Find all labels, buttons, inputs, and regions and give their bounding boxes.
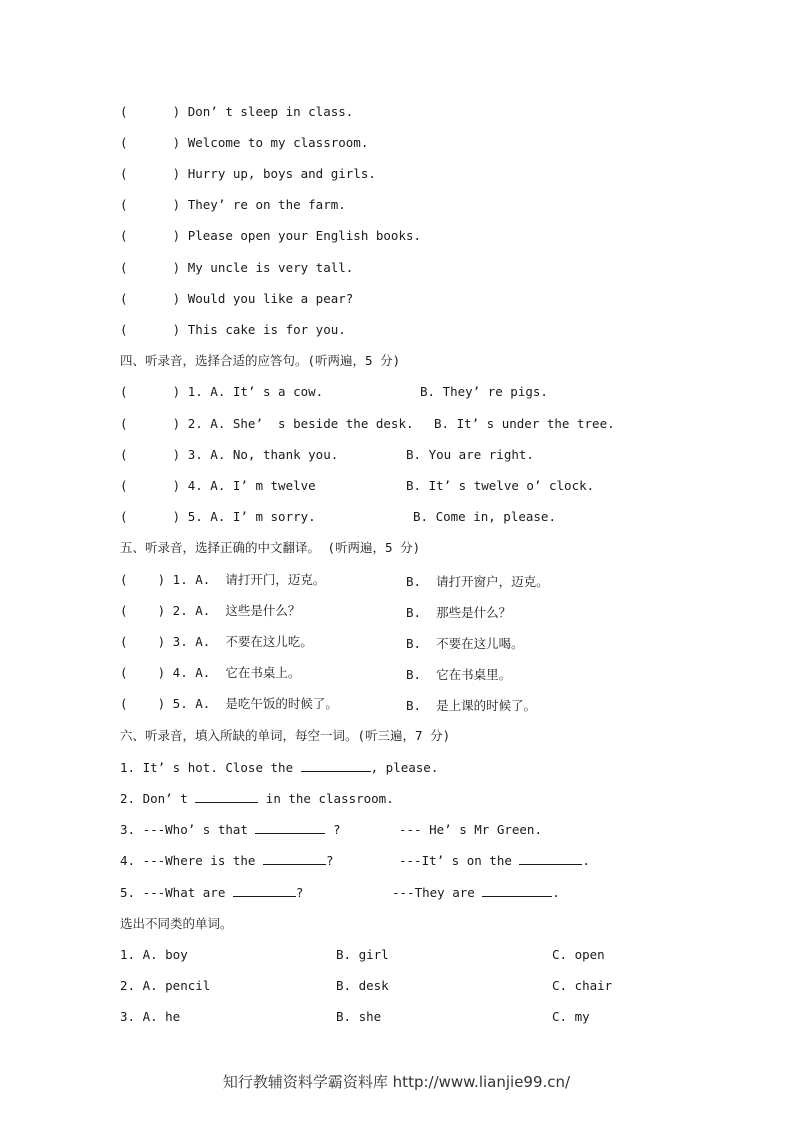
q3-text-end: ? (325, 822, 341, 837)
q3-answer: --- He’ s Mr Green. (399, 822, 542, 837)
section3-item: ( ) Would you like a pear? (120, 291, 354, 306)
q4-text-end: ? (326, 853, 334, 868)
section4-item-b: B. It’ s under the tree. (434, 416, 615, 431)
section3-item: ( ) Please open your English books. (120, 228, 422, 243)
odd-row-b: B. girl (336, 947, 389, 962)
odd-row-a: 1. A. boy (120, 947, 188, 962)
answer-blank[interactable] (263, 853, 326, 865)
q4-answer-text: ---It’ s on the (399, 853, 520, 868)
section5-item-b: B. 不要在这儿喝。 (406, 636, 524, 651)
q5-answer-text: ---They are (392, 885, 483, 900)
answer-blank[interactable] (482, 885, 552, 897)
q1-text: 1. It’ s hot. Close the (120, 760, 301, 775)
answer-blank[interactable] (255, 822, 325, 834)
section4-heading: 四、听录音，选择合适的应答句。(听两遍，5 分) (120, 353, 401, 368)
section4-item-a: ( ) 1. A. It’ s a cow. (120, 384, 324, 399)
section5-item-a: ( ) 5. A. 是吃午饭的时候了。 (120, 696, 338, 711)
footer-watermark: 知行教辅资料学霸资料库 http://www.lianjie99.cn/ (222, 1073, 571, 1091)
answer-blank[interactable] (195, 791, 258, 803)
q5-text: 5. ---What are (120, 885, 233, 900)
odd-row-b: B. desk (336, 978, 389, 993)
odd-row-b: B. she (336, 1009, 382, 1024)
answer-blank[interactable] (301, 760, 371, 772)
odd-row-a: 2. A. pencil (120, 978, 211, 993)
section7-heading: 选出不同类的单词。 (120, 916, 233, 931)
section3-item: ( ) My uncle is very tall. (120, 260, 354, 275)
odd-row-c: C. chair (552, 978, 613, 993)
section4-item-b: B. You are right. (406, 447, 534, 462)
section5-item-a: ( ) 3. A. 不要在这儿吃。 (120, 634, 313, 649)
q3-text: 3. ---Who’ s that (120, 822, 256, 837)
section4-item-a: ( ) 4. A. I’ m twelve (120, 478, 316, 493)
odd-row-a: 3. A. he (120, 1009, 181, 1024)
section5-heading: 五、听录音，选择正确的中文翻译。 (听两遍，5 分) (120, 540, 421, 555)
section6-heading: 六、听录音，填入所缺的单词，每空一词。(听三遍，7 分) (120, 728, 451, 743)
q2-text: 2. Don’ t (120, 791, 196, 806)
answer-blank[interactable] (519, 853, 582, 865)
section4-item-a: ( ) 2. A. She’ s beside the desk. (120, 416, 414, 431)
q5-answer-end: . (552, 885, 560, 900)
section3-item: ( ) Welcome to my classroom. (120, 135, 369, 150)
section5-item-a: ( ) 4. A. 它在书桌上。 (120, 665, 301, 680)
q4-text: 4. ---Where is the (120, 853, 263, 868)
section3-item: ( ) This cake is for you. (120, 322, 346, 337)
section4-item-a: ( ) 3. A. No, thank you. (120, 447, 339, 462)
fill-question-1 (120, 760, 438, 776)
section3-item: ( ) Hurry up, boys and girls. (120, 166, 376, 181)
section5-item-b: B. 那些是什么？ (406, 605, 512, 620)
fill-question-3 (120, 822, 341, 838)
section5-item-b: B. 它在书桌里。 (406, 667, 512, 682)
fill-question-5 (120, 885, 303, 901)
section5-item-a: ( ) 2. A. 这些是什么？ (120, 603, 301, 618)
section4-item-b: B. Come in, please. (413, 509, 556, 524)
fill-question-4 (120, 853, 334, 869)
section4-item-b: B. They’ re pigs. (420, 384, 548, 399)
answer-blank[interactable] (233, 885, 296, 897)
odd-row-c: C. open (552, 947, 605, 962)
section4-item-a: ( ) 5. A. I’ m sorry. (120, 509, 316, 524)
q4-answer (399, 853, 590, 868)
section5-item-b: B. 请打开窗户，迈克。 (406, 574, 549, 589)
odd-row-c: C. my (552, 1009, 590, 1024)
q2-text-end: in the classroom. (258, 791, 394, 806)
q5-answer (392, 885, 560, 900)
fill-question-2 (120, 791, 394, 807)
section5-item-a: ( ) 1. A. 请打开门，迈克。 (120, 572, 326, 587)
q5-text-end: ? (295, 885, 304, 900)
q4-answer-end: . (582, 853, 590, 868)
section3-item: ( ) Don’ t sleep in class. (120, 104, 354, 119)
section3-item: ( ) They’ re on the farm. (120, 197, 346, 212)
section5-item-b: B. 是上课的时候了。 (406, 698, 537, 713)
q1-text-end: , please. (370, 760, 439, 775)
section4-item-b: B. It’ s twelve o’ clock. (406, 478, 595, 493)
